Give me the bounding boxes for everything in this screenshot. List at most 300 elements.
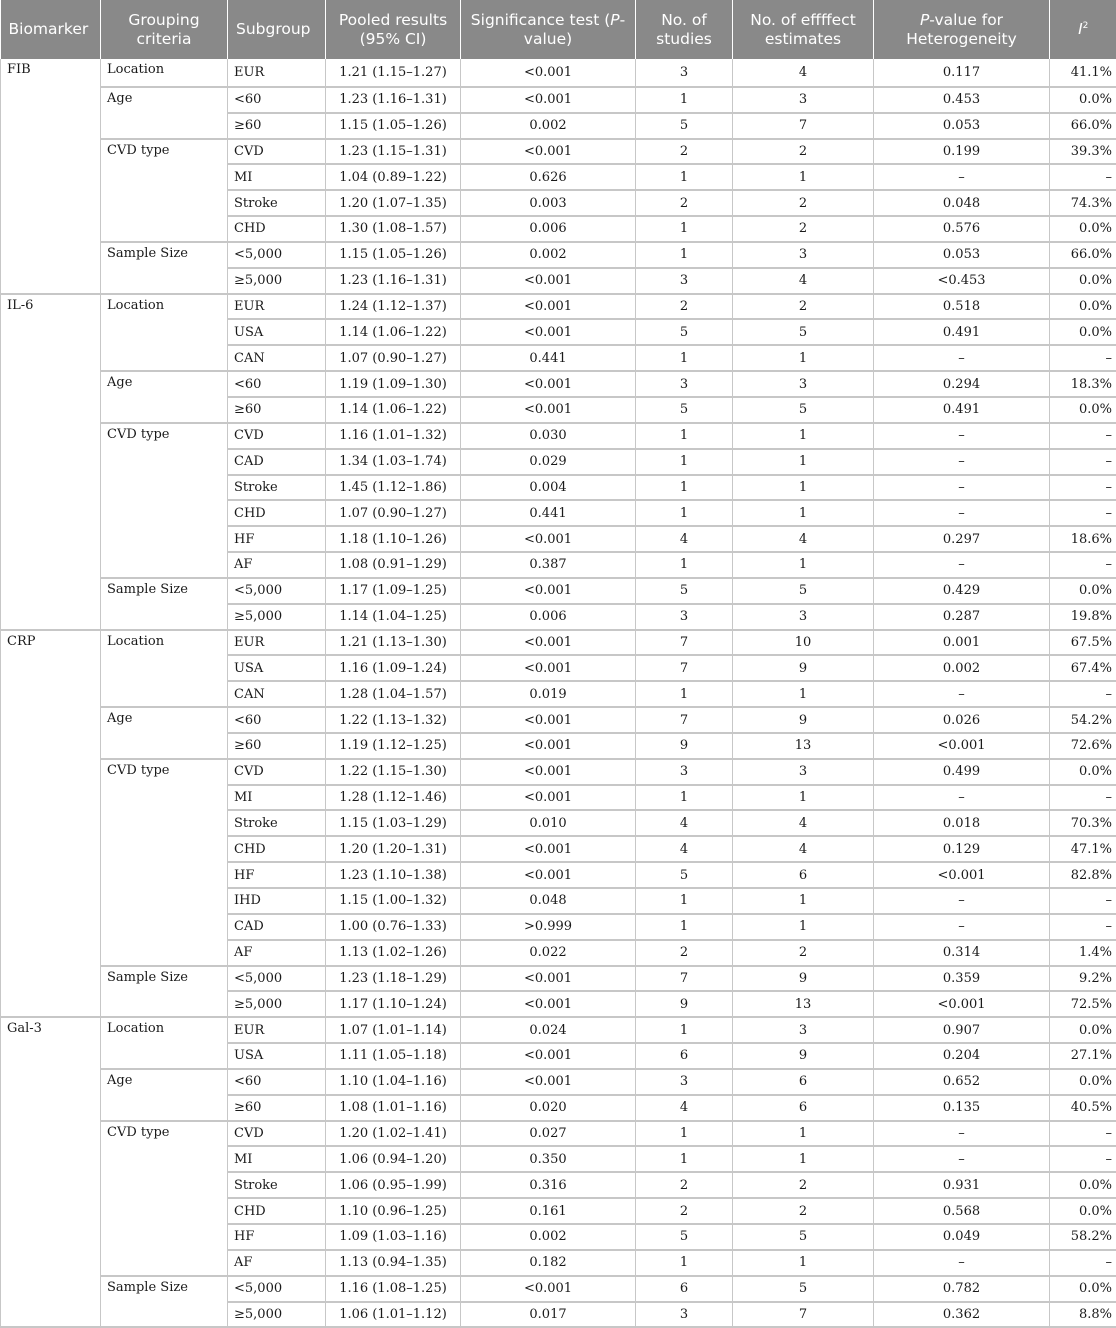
i-squared-cell: – [1050,345,1116,371]
studies-count-cell: 4 [636,836,733,862]
heterogeneity-p-cell: 0.429 [874,578,1050,604]
subgroup-cell: EUR [228,630,326,656]
studies-count-cell: 1 [636,164,733,190]
pooled-result-cell: 1.14 (1.06–1.22) [326,319,461,345]
i-squared-cell: 0.0% [1050,268,1116,294]
studies-count-cell: 5 [636,862,733,888]
studies-count-cell: 2 [636,294,733,320]
studies-count-cell: 3 [636,1069,733,1095]
heterogeneity-p-cell: 0.453 [874,87,1050,113]
estimates-count-cell: 2 [733,190,874,216]
table-row [1,966,1116,992]
subgroup-cell: ≥5,000 [228,991,326,1017]
i-squared-cell: – [1050,164,1116,190]
subgroup-cell: EUR [228,294,326,320]
pooled-result-cell: 1.23 (1.18–1.29) [326,966,461,992]
heterogeneity-p-cell: 0.199 [874,139,1050,165]
i-squared-cell: 0.0% [1050,87,1116,113]
studies-count-cell: 3 [636,604,733,630]
heterogeneity-p-cell: 0.491 [874,319,1050,345]
i-squared-cell: 18.3% [1050,371,1116,397]
biomarker-cell: FIB [1,59,101,294]
significance-cell: <0.001 [461,578,636,604]
heterogeneity-p-cell: – [874,914,1050,940]
pooled-result-cell: 1.13 (0.94–1.35) [326,1250,461,1276]
pooled-result-cell: 1.14 (1.04–1.25) [326,604,461,630]
studies-count-cell: 2 [636,940,733,966]
estimates-count-cell: 13 [733,733,874,759]
studies-count-cell: 2 [636,139,733,165]
estimates-count-cell: 1 [733,475,874,501]
estimates-count-cell: 3 [733,242,874,268]
subgroup-cell: <60 [228,707,326,733]
header-subgroup: Subgroup [228,0,326,59]
i-squared-cell: 0.0% [1050,1198,1116,1224]
estimates-count-cell: 1 [733,1121,874,1147]
heterogeneity-p-cell: 0.518 [874,294,1050,320]
studies-count-cell: 7 [636,655,733,681]
i-squared-cell: – [1050,1146,1116,1172]
estimates-count-cell: 5 [733,397,874,423]
grouping-criteria-cell: Age [101,1069,228,1121]
studies-count-cell: 1 [636,914,733,940]
significance-cell: >0.999 [461,914,636,940]
significance-cell: 0.002 [461,1224,636,1250]
studies-count-cell: 1 [636,1250,733,1276]
studies-count-cell: 1 [636,1146,733,1172]
significance-cell: 0.161 [461,1198,636,1224]
significance-cell: <0.001 [461,1043,636,1069]
subgroup-cell: <60 [228,1069,326,1095]
header-phet-p: P [920,11,929,29]
significance-cell: 0.017 [461,1302,636,1328]
grouping-criteria-cell: Sample Size [101,578,228,630]
studies-count-cell: 1 [636,87,733,113]
i-squared-cell: 72.6% [1050,733,1116,759]
pooled-result-cell: 1.04 (0.89–1.22) [326,164,461,190]
heterogeneity-p-cell: 0.204 [874,1043,1050,1069]
estimates-count-cell: 2 [733,216,874,242]
i-squared-cell: – [1050,552,1116,578]
studies-count-cell: 4 [636,526,733,552]
pooled-result-cell: 1.15 (1.05–1.26) [326,113,461,139]
grouping-criteria-cell: CVD type [101,423,228,578]
table-row [1,707,1116,733]
pooled-result-cell: 1.14 (1.06–1.22) [326,397,461,423]
header-no-of-effect-estimates: No. of effffect estimates [733,0,874,59]
estimates-count-cell: 5 [733,319,874,345]
studies-count-cell: 3 [636,268,733,294]
pooled-result-cell: 1.16 (1.01–1.32) [326,423,461,449]
heterogeneity-p-cell: <0.453 [874,268,1050,294]
heterogeneity-p-cell: 0.294 [874,371,1050,397]
pooled-result-cell: 1.45 (1.12–1.86) [326,475,461,501]
pooled-result-cell: 1.24 (1.12–1.37) [326,294,461,320]
studies-count-cell: 1 [636,345,733,371]
significance-cell: <0.001 [461,59,636,87]
studies-count-cell: 6 [636,1043,733,1069]
pooled-result-cell: 1.10 (0.96–1.25) [326,1198,461,1224]
subgroup-cell: EUR [228,59,326,87]
estimates-count-cell: 10 [733,630,874,656]
i-squared-cell: 27.1% [1050,1043,1116,1069]
biomarker-cell: IL-6 [1,294,101,630]
subgroup-cell: USA [228,1043,326,1069]
header-significance-test [461,0,636,59]
pooled-result-cell: 1.19 (1.12–1.25) [326,733,461,759]
i-squared-cell: 0.0% [1050,319,1116,345]
i-squared-cell: – [1050,1121,1116,1147]
grouping-criteria-cell: Location [101,294,228,372]
significance-cell: <0.001 [461,319,636,345]
header-i2-letter: I [1078,20,1083,38]
heterogeneity-p-cell: – [874,552,1050,578]
i-squared-cell: 72.5% [1050,991,1116,1017]
heterogeneity-p-cell: 0.026 [874,707,1050,733]
significance-cell: 0.350 [461,1146,636,1172]
subgroup-cell: IHD [228,888,326,914]
header-sig-prefix: Significance test ( [471,11,610,29]
header-grouping-criteria: Grouping criteria [101,0,228,59]
i-squared-cell: – [1050,500,1116,526]
studies-count-cell: 1 [636,785,733,811]
estimates-count-cell: 1 [733,552,874,578]
subgroup-cell: HF [228,1224,326,1250]
subgroup-cell: CVD [228,423,326,449]
heterogeneity-p-cell: – [874,785,1050,811]
subgroup-cell: CAD [228,449,326,475]
pooled-result-cell: 1.07 (1.01–1.14) [326,1017,461,1043]
studies-count-cell: 5 [636,397,733,423]
subgroup-cell: AF [228,940,326,966]
subgroup-cell: <60 [228,371,326,397]
heterogeneity-p-cell: – [874,475,1050,501]
significance-cell: <0.001 [461,294,636,320]
studies-count-cell: 9 [636,991,733,1017]
heterogeneity-p-cell: 0.568 [874,1198,1050,1224]
i-squared-cell: 0.0% [1050,1276,1116,1302]
studies-count-cell: 7 [636,630,733,656]
heterogeneity-p-cell: – [874,888,1050,914]
i-squared-cell: 19.8% [1050,604,1116,630]
subgroup-cell: Stroke [228,475,326,501]
significance-cell: <0.001 [461,139,636,165]
heterogeneity-p-cell: 0.117 [874,59,1050,87]
studies-count-cell: 1 [636,1017,733,1043]
estimates-count-cell: 6 [733,1095,874,1121]
i-squared-cell: – [1050,914,1116,940]
estimates-count-cell: 1 [733,888,874,914]
header-row [1,0,1116,59]
estimates-count-cell: 3 [733,604,874,630]
i-squared-cell: – [1050,681,1116,707]
table-row [1,59,1116,87]
estimates-count-cell: 9 [733,1043,874,1069]
subgroup-cell: AF [228,1250,326,1276]
table-row [1,242,1116,268]
header-pooled-results: Pooled results (95% CI) [326,0,461,59]
studies-count-cell: 4 [636,810,733,836]
subgroup-cell: EUR [228,1017,326,1043]
significance-cell: 0.004 [461,475,636,501]
heterogeneity-p-cell: 0.491 [874,397,1050,423]
i-squared-cell: 18.6% [1050,526,1116,552]
table-row [1,578,1116,604]
table-row [1,294,1116,320]
heterogeneity-p-cell: 0.782 [874,1276,1050,1302]
header-sig-p: P [610,11,619,29]
header-i2-sup: 2 [1083,21,1089,31]
significance-cell: 0.020 [461,1095,636,1121]
estimates-count-cell: 1 [733,345,874,371]
heterogeneity-p-cell: – [874,1250,1050,1276]
studies-count-cell: 7 [636,966,733,992]
heterogeneity-p-cell: 0.129 [874,836,1050,862]
estimates-count-cell: 5 [733,1224,874,1250]
subgroup-cell: CVD [228,1121,326,1147]
subgroup-cell: CHD [228,216,326,242]
significance-cell: 0.022 [461,940,636,966]
table-row [1,139,1116,165]
table-row [1,371,1116,397]
i-squared-cell: 54.2% [1050,707,1116,733]
studies-count-cell: 2 [636,1198,733,1224]
significance-cell: 0.316 [461,1172,636,1198]
heterogeneity-p-cell: – [874,345,1050,371]
grouping-criteria-cell: Sample Size [101,1276,228,1328]
pooled-result-cell: 1.22 (1.15–1.30) [326,759,461,785]
i-squared-cell: 0.0% [1050,578,1116,604]
header-p-value-heterogeneity [874,0,1050,59]
table-row [1,1121,1116,1147]
heterogeneity-p-cell: <0.001 [874,862,1050,888]
estimates-count-cell: 4 [733,526,874,552]
header-sig-suffix: -value) [524,11,625,48]
subgroup-cell: <60 [228,87,326,113]
significance-cell: <0.001 [461,630,636,656]
studies-count-cell: 9 [636,733,733,759]
pooled-result-cell: 1.13 (1.02–1.26) [326,940,461,966]
i-squared-cell: 39.3% [1050,139,1116,165]
estimates-count-cell: 1 [733,423,874,449]
estimates-count-cell: 9 [733,655,874,681]
significance-cell: 0.626 [461,164,636,190]
table-body [1,59,1116,1327]
estimates-count-cell: 5 [733,578,874,604]
studies-count-cell: 3 [636,759,733,785]
significance-cell: 0.006 [461,216,636,242]
estimates-count-cell: 1 [733,500,874,526]
estimates-count-cell: 1 [733,914,874,940]
studies-count-cell: 6 [636,1276,733,1302]
significance-cell: <0.001 [461,1069,636,1095]
estimates-count-cell: 1 [733,449,874,475]
subgroup-cell: ≥5,000 [228,604,326,630]
pooled-result-cell: 1.15 (1.03–1.29) [326,810,461,836]
estimates-count-cell: 7 [733,1302,874,1328]
significance-cell: <0.001 [461,759,636,785]
pooled-result-cell: 1.20 (1.20–1.31) [326,836,461,862]
subgroup-cell: USA [228,655,326,681]
subgroup-cell: <5,000 [228,966,326,992]
estimates-count-cell: 6 [733,862,874,888]
studies-count-cell: 1 [636,500,733,526]
studies-count-cell: 5 [636,1224,733,1250]
i-squared-cell: 40.5% [1050,1095,1116,1121]
pooled-result-cell: 1.06 (0.94–1.20) [326,1146,461,1172]
subgroup-cell: MI [228,1146,326,1172]
estimates-count-cell: 1 [733,1250,874,1276]
header-i-squared [1050,0,1116,59]
i-squared-cell: 0.0% [1050,1017,1116,1043]
significance-cell: 0.010 [461,810,636,836]
i-squared-cell: 67.5% [1050,630,1116,656]
heterogeneity-p-cell: <0.001 [874,991,1050,1017]
pooled-result-cell: 1.18 (1.10–1.26) [326,526,461,552]
significance-cell: <0.001 [461,397,636,423]
grouping-criteria-cell: Location [101,1017,228,1069]
header-biomarker: Biomarker [1,0,101,59]
i-squared-cell: – [1050,423,1116,449]
heterogeneity-p-cell: 0.135 [874,1095,1050,1121]
estimates-count-cell: 1 [733,785,874,811]
pooled-result-cell: 1.08 (1.01–1.16) [326,1095,461,1121]
subgroup-cell: HF [228,862,326,888]
subgroup-cell: AF [228,552,326,578]
grouping-criteria-cell: Sample Size [101,966,228,1018]
significance-cell: <0.001 [461,991,636,1017]
studies-count-cell: 3 [636,59,733,87]
estimates-count-cell: 2 [733,940,874,966]
pooled-result-cell: 1.19 (1.09–1.30) [326,371,461,397]
i-squared-cell: 0.0% [1050,397,1116,423]
pooled-result-cell: 1.09 (1.03–1.16) [326,1224,461,1250]
heterogeneity-p-cell: – [874,1121,1050,1147]
significance-cell: 0.048 [461,888,636,914]
studies-count-cell: 5 [636,113,733,139]
pooled-result-cell: 1.23 (1.16–1.31) [326,268,461,294]
estimates-count-cell: 1 [733,681,874,707]
pooled-result-cell: 1.28 (1.04–1.57) [326,681,461,707]
subgroup-cell: Stroke [228,1172,326,1198]
estimates-count-cell: 4 [733,59,874,87]
pooled-result-cell: 1.15 (1.05–1.26) [326,242,461,268]
estimates-count-cell: 3 [733,87,874,113]
significance-cell: 0.003 [461,190,636,216]
significance-cell: 0.441 [461,345,636,371]
pooled-result-cell: 1.22 (1.13–1.32) [326,707,461,733]
heterogeneity-p-cell: 0.048 [874,190,1050,216]
i-squared-cell: 0.0% [1050,1172,1116,1198]
studies-count-cell: 1 [636,552,733,578]
subgroup-cell: ≥5,000 [228,1302,326,1328]
i-squared-cell: – [1050,1250,1116,1276]
significance-cell: 0.019 [461,681,636,707]
pooled-result-cell: 1.11 (1.05–1.18) [326,1043,461,1069]
significance-cell: <0.001 [461,526,636,552]
studies-count-cell: 1 [636,888,733,914]
estimates-count-cell: 4 [733,836,874,862]
grouping-criteria-cell: Age [101,371,228,423]
studies-count-cell: 1 [636,242,733,268]
grouping-criteria-cell: Age [101,87,228,139]
heterogeneity-p-cell: – [874,1146,1050,1172]
significance-cell: 0.387 [461,552,636,578]
subgroup-cell: ≥60 [228,113,326,139]
estimates-count-cell: 4 [733,810,874,836]
subgroup-cell: MI [228,164,326,190]
significance-cell: 0.027 [461,1121,636,1147]
heterogeneity-p-cell: 0.287 [874,604,1050,630]
studies-count-cell: 2 [636,1172,733,1198]
pooled-result-cell: 1.23 (1.15–1.31) [326,139,461,165]
subgroup-cell: CAN [228,681,326,707]
studies-count-cell: 1 [636,1121,733,1147]
studies-count-cell: 2 [636,190,733,216]
subgroup-cell: CHD [228,500,326,526]
pooled-result-cell: 1.07 (0.90–1.27) [326,345,461,371]
studies-count-cell: 1 [636,449,733,475]
significance-cell: <0.001 [461,268,636,294]
heterogeneity-p-cell: 0.297 [874,526,1050,552]
i-squared-cell: 0.0% [1050,216,1116,242]
pooled-result-cell: 1.08 (0.91–1.29) [326,552,461,578]
pooled-result-cell: 1.17 (1.10–1.24) [326,991,461,1017]
subgroup-cell: ≥5,000 [228,268,326,294]
i-squared-cell: 0.0% [1050,294,1116,320]
i-squared-cell: 74.3% [1050,190,1116,216]
significance-cell: <0.001 [461,862,636,888]
studies-count-cell: 4 [636,1095,733,1121]
table-row [1,423,1116,449]
table-row [1,87,1116,113]
studies-count-cell: 1 [636,681,733,707]
pooled-result-cell: 1.20 (1.07–1.35) [326,190,461,216]
significance-cell: 0.002 [461,242,636,268]
significance-cell: 0.024 [461,1017,636,1043]
heterogeneity-p-cell: 0.931 [874,1172,1050,1198]
estimates-count-cell: 7 [733,113,874,139]
biomarker-cell: CRP [1,630,101,1018]
table-row [1,1017,1116,1043]
i-squared-cell: 8.8% [1050,1302,1116,1328]
pooled-result-cell: 1.21 (1.15–1.27) [326,59,461,87]
pooled-result-cell: 1.06 (1.01–1.12) [326,1302,461,1328]
significance-cell: <0.001 [461,87,636,113]
significance-cell: <0.001 [461,655,636,681]
subgroup-cell: ≥60 [228,1095,326,1121]
grouping-criteria-cell: Location [101,59,228,87]
pooled-result-cell: 1.10 (1.04–1.16) [326,1069,461,1095]
i-squared-cell: 0.0% [1050,759,1116,785]
subgroup-cell: ≥60 [228,733,326,759]
pooled-result-cell: 1.17 (1.09–1.25) [326,578,461,604]
studies-count-cell: 3 [636,1302,733,1328]
i-squared-cell: 58.2% [1050,1224,1116,1250]
heterogeneity-p-cell: 0.001 [874,630,1050,656]
heterogeneity-p-cell: 0.053 [874,242,1050,268]
pooled-result-cell: 1.16 (1.09–1.24) [326,655,461,681]
pooled-result-cell: 1.15 (1.00–1.32) [326,888,461,914]
subgroup-cell: <5,000 [228,1276,326,1302]
pooled-result-cell: 1.23 (1.10–1.38) [326,862,461,888]
pooled-result-cell: 1.06 (0.95–1.99) [326,1172,461,1198]
significance-cell: <0.001 [461,707,636,733]
i-squared-cell: – [1050,888,1116,914]
significance-cell: <0.001 [461,785,636,811]
pooled-result-cell: 1.20 (1.02–1.41) [326,1121,461,1147]
heterogeneity-p-cell: 0.002 [874,655,1050,681]
